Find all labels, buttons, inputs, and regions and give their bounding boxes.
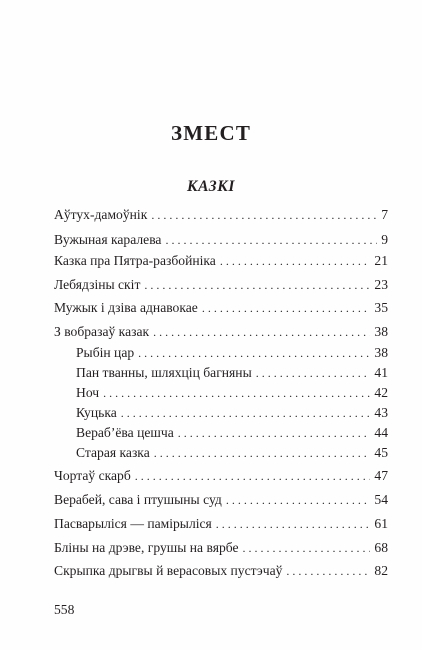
toc-entry-page: 42	[374, 385, 388, 400]
page-number: 558	[54, 602, 75, 617]
toc-entry-title: Старая казка	[76, 445, 150, 460]
toc-entry-title: Вужыная каралева	[54, 232, 162, 247]
toc-entry-title: Казка пра Пятра-разбойніка	[54, 253, 216, 268]
toc-entry-page: 68	[374, 540, 388, 555]
leader-dots	[138, 346, 370, 361]
leader-dots	[256, 366, 371, 381]
toc-entry-title: Скрыпка дрыгвы й верасовых пустэчаў	[54, 563, 283, 578]
toc-entry-title: Пасварыліся — памірыліся	[54, 516, 212, 531]
toc-subentry	[76, 405, 388, 423]
toc-entry-page: 45	[374, 445, 388, 460]
toc-heading: ЗМЕСТ	[170, 121, 252, 145]
toc-subentry	[76, 365, 388, 383]
toc-entry-title: Пан тванны, шляхціц багняны	[76, 365, 252, 380]
leader-dots	[178, 426, 371, 441]
leader-dots	[121, 406, 371, 421]
leader-dots	[220, 254, 371, 269]
toc-entry-title: Аўтух-дамоўнік	[54, 207, 148, 222]
toc-entry-title: Чортаў скарб	[54, 468, 131, 483]
toc-entry-title: Ноч	[76, 385, 100, 400]
toc-entry-page: 21	[374, 253, 388, 268]
toc-entry	[54, 516, 388, 534]
toc-subentry	[76, 445, 388, 463]
toc-entry-title: Лебядзіны скіт	[54, 277, 141, 292]
toc-entry-page: 43	[374, 405, 388, 420]
toc-entry-page: 44	[374, 425, 388, 440]
toc-entry	[54, 324, 388, 342]
toc-entry-title: Мужык і дзіва аднавокае	[54, 300, 198, 315]
leader-dots	[154, 446, 371, 461]
toc-entry-page: 61	[374, 516, 388, 531]
leader-dots	[226, 493, 371, 508]
section-title: КАЗКІ	[186, 178, 236, 195]
toc-entry	[54, 300, 388, 318]
toc-entry-title: Вераб’ёва цешча	[76, 425, 174, 440]
leader-dots	[103, 386, 370, 401]
toc-entry-title: Рыбін цар	[76, 345, 135, 360]
toc-entry-page: 23	[374, 277, 388, 292]
leader-dots	[165, 233, 377, 248]
toc-entry	[54, 540, 388, 558]
leader-dots	[144, 278, 370, 293]
leader-dots	[216, 517, 371, 532]
toc-subentry	[76, 425, 388, 443]
leader-dots	[202, 301, 371, 316]
toc-entry-title: З вобразаў казак	[54, 324, 150, 339]
leader-dots	[153, 325, 370, 340]
leader-dots	[243, 541, 371, 556]
toc-entry-title: Куцька	[76, 405, 117, 420]
toc-entry-page: 9	[381, 232, 388, 247]
toc-entry-page: 38	[374, 324, 388, 339]
toc-entry-page: 7	[381, 207, 388, 222]
leader-dots	[151, 208, 377, 223]
toc-entry-page: 38	[374, 345, 388, 360]
toc-entry	[54, 253, 388, 271]
toc-subentry	[76, 385, 388, 403]
toc-entry	[54, 277, 388, 295]
toc-entry	[54, 563, 388, 581]
toc-subentry	[76, 345, 388, 363]
toc-entry-title: Верабей, сава і птушыны суд	[54, 492, 222, 507]
toc-entry	[54, 492, 388, 510]
toc-entry-page: 41	[374, 365, 388, 380]
toc-entry-page: 35	[374, 300, 388, 315]
toc-entry-page: 54	[374, 492, 388, 507]
toc-entry	[54, 207, 388, 225]
toc-entry-page: 82	[374, 563, 388, 578]
toc-entry-page: 47	[374, 468, 388, 483]
toc-entry	[54, 468, 388, 486]
toc-entry	[54, 232, 388, 250]
leader-dots	[286, 564, 370, 579]
toc-entry-title: Бліны на дрэве, грушы на вярбе	[54, 540, 239, 555]
leader-dots	[135, 469, 371, 484]
